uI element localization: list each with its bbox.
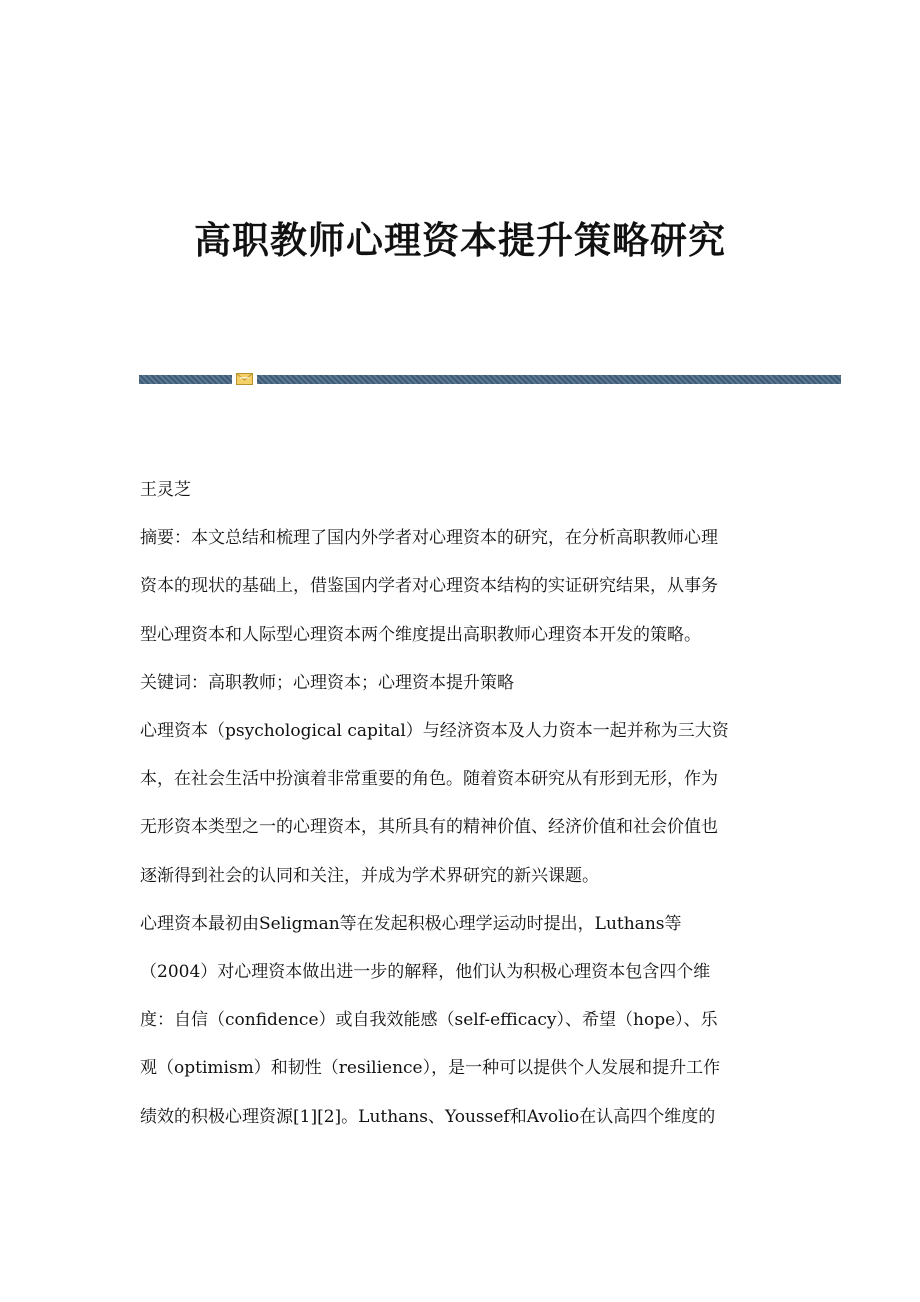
paragraph-2-line-5: 绩效的积极心理资源[1][2]。Luthans、Youssef和Avolio在认高四个维度的 [140, 1106, 716, 1127]
paragraph-2-line-1: 心理资本最初由Seligman等在发起积极心理学运动时提出，Luthans等 [140, 913, 682, 934]
paragraph-2-line-4: 观（optimism）和韧性（resilience），是一种可以提供个人发展和提升工作 [140, 1058, 721, 1079]
divider-bar-left [139, 375, 232, 384]
paragraph-1-line-3: 无形资本类型之一的心理资本，其所具有的精神价值、经济价值和社会价值也 [140, 817, 718, 838]
envelope-icon [236, 372, 253, 386]
divider-bar-right [257, 375, 841, 384]
document-title: 高职教师心理资本提升策略研究 [194, 218, 726, 262]
abstract-line-3: 型心理资本和人际型心理资本两个维度提出高职教师心理资本开发的策略。 [140, 624, 701, 645]
keywords-line: 关键词：高职教师；心理资本；心理资本提升策略 [140, 672, 514, 693]
abstract-line-2: 资本的现状的基础上，借鉴国内学者对心理资本结构的实证研究结果，从事务 [140, 576, 718, 597]
paragraph-2-line-3: 度：自信（confidence）或自我效能感（self-efficacy）、希望（hope）、乐 [140, 1010, 718, 1031]
paragraph-1-line-4: 逐渐得到社会的认同和关注，并成为学术界研究的新兴课题。 [140, 865, 599, 886]
document-body [140, 466, 790, 1141]
title-divider [139, 375, 841, 384]
author-name: 王灵芝 [140, 480, 191, 500]
paragraph-2-line-2: （2004）对心理资本做出进一步的解释，他们认为积极心理资本包含四个维 [140, 962, 711, 983]
paragraph-1-line-1: 心理资本（psychological capital）与经济资本及人力资本一起并称为三大资 [140, 721, 729, 742]
abstract-line-1: 摘要：本文总结和梳理了国内外学者对心理资本的研究，在分析高职教师心理 [140, 528, 718, 549]
paragraph-1-line-2: 本，在社会生活中扮演着非常重要的角色。随着资本研究从有形到无形，作为 [140, 769, 718, 790]
